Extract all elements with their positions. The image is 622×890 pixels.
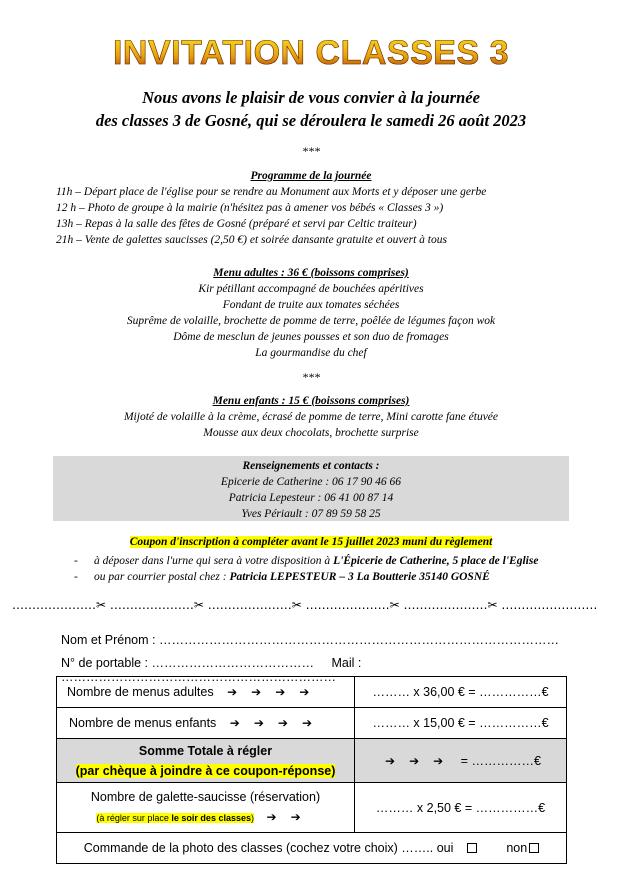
adultes-label: Nombre de menus adultes <box>67 685 214 699</box>
arrow-right-icon: ➔ <box>301 716 313 730</box>
total-label-cell <box>57 739 355 783</box>
programme-item: 11h – Départ place de l'église pour se rendre au Monument aux Morts et y déposer une gerbe <box>56 186 487 198</box>
menu-adultes-item: Suprême de volaille, brochette de pomme de terre, poêlée de légumes façon wok <box>126 315 496 327</box>
menu-adultes-item: La gourmandise du chef <box>255 347 367 359</box>
programme-heading <box>0 168 622 184</box>
galette-sub-post: ) <box>250 813 254 823</box>
programme-item: 12 h – Photo de groupe à la mairie (n'hésitez pas à amener vos bébés « Classes 3 ») <box>56 202 444 214</box>
coupon-instructions <box>74 553 594 585</box>
coupon-line-2-text: ou par courrier postal chez : <box>94 571 230 583</box>
table-row <box>57 677 567 708</box>
galette-label: Nombre de galette-saucisse (réservation) <box>90 790 321 804</box>
contacts-box <box>53 456 569 521</box>
coupon-line-2 <box>74 569 594 585</box>
programme-list <box>56 184 596 248</box>
photo-label: Commande de la photo des classes (cochez votre choix) …….. oui <box>83 841 454 855</box>
coupon-line-1-bold: L'Épicerie de Catherine, 5 place de l'Eglise <box>333 555 539 567</box>
photo-non-label: non <box>506 841 528 855</box>
galette-sub-bold: le soir des classes <box>171 813 251 823</box>
total-label: Somme Totale à régler <box>138 743 273 758</box>
enfants-calc[interactable]: ……… x 15,00 € = ……………€ <box>355 708 567 739</box>
coupon-line-2-bold: Patricia LEPESTEUR – 3 La Boutterie 35140 GOSNÉ <box>229 571 490 583</box>
oui-checkbox[interactable] <box>467 843 477 853</box>
arrow-right-icon: ➔ <box>277 716 288 730</box>
enfants-label-cell <box>57 708 355 739</box>
menu-enfants <box>0 393 622 441</box>
arrow-right-icon: ➔ <box>266 810 277 824</box>
menu-adultes-item: Kir pétillant accompagné de bouchées apéritives <box>198 283 424 295</box>
total-sub: (par chèque à joindre à ce coupon-réponse) <box>75 763 336 778</box>
contact-item: Yves Périault : 07 89 59 58 25 <box>241 508 381 520</box>
arrow-right-icon: ➔ <box>433 753 444 768</box>
order-table <box>56 676 567 864</box>
arrows <box>230 716 326 730</box>
page-title: INVITATION CLASSES 3 <box>0 34 622 73</box>
arrow-right-icon: ➔ <box>385 753 396 768</box>
galette-sub <box>96 813 254 823</box>
programme-heading-text: Programme de la journée <box>250 170 372 182</box>
separator: *** <box>302 144 320 158</box>
name-field[interactable]: Nom et Prénom : …………………………………………………………………………………… <box>61 633 559 647</box>
total-calc-cell <box>355 739 567 783</box>
arrow-right-icon: ➔ <box>409 753 420 768</box>
arrow-right-icon: ➔ <box>253 716 264 730</box>
table-row <box>57 708 567 739</box>
menu-adultes-item: Dôme de mesclun de jeunes pousses et son duo de fromages <box>173 331 449 343</box>
arrow-right-icon: ➔ <box>229 716 240 730</box>
programme-item: 21h – Vente de galettes saucisses (2,50 €) et soirée dansante gratuite et ouvert à tous <box>56 234 447 246</box>
menu-adultes-heading: Menu adultes : 36 € (boissons comprises) <box>213 267 409 279</box>
arrow-right-icon: ➔ <box>251 685 262 699</box>
separator: *** <box>302 370 320 384</box>
menu-enfants-item: Mousse aux deux chocolats, brochette surprise <box>203 427 419 439</box>
menu-enfants-item: Mijoté de volaille à la crème, écrasé de pomme de terre, Mini carotte fane étuvée <box>123 411 499 423</box>
arrows <box>267 807 315 827</box>
table-row <box>57 833 567 864</box>
mail-field[interactable]: Mail : ………………………………………………………… <box>61 656 362 684</box>
table-row <box>57 739 567 783</box>
arrow-right-icon: ➔ <box>227 685 238 699</box>
contact-item: Epicerie de Catherine : 06 17 90 46 66 <box>220 476 402 488</box>
non-checkbox[interactable] <box>529 843 539 853</box>
total-calc[interactable]: = ……………€ <box>460 753 541 768</box>
menu-adultes <box>0 265 622 361</box>
coupon-heading-text: Coupon d'inscription à compléter avant le 15 juillet 2023 muni du règlement <box>129 536 493 548</box>
phone-field[interactable]: N° de portable : ………………………………… <box>61 656 314 670</box>
table-row <box>57 783 567 833</box>
arrow-right-icon: ➔ <box>299 685 310 699</box>
intro-line-2: des classes 3 de Gosné, qui se déroulera le samedi 26 août 2023 <box>95 111 527 130</box>
coupon-line-1-text: à déposer dans l'urne qui sera à votre disposition à <box>94 555 334 567</box>
arrows <box>227 685 323 699</box>
adultes-calc[interactable]: ……… x 36,00 € = ……………€ <box>355 677 567 708</box>
enfants-label: Nombre de menus enfants <box>69 716 217 730</box>
arrow-right-icon: ➔ <box>275 685 286 699</box>
menu-enfants-heading: Menu enfants : 15 € (boissons comprises) <box>212 395 410 407</box>
coupon-heading <box>0 534 622 550</box>
contacts-heading: Renseignements et contacts : <box>242 460 380 472</box>
photo-row <box>57 833 567 864</box>
galette-label-cell <box>57 783 355 833</box>
menu-adultes-item: Fondant de truite aux tomates séchées <box>222 299 400 311</box>
galette-calc[interactable]: ……… x 2,50 € = ……………€ <box>355 783 567 833</box>
programme-item: 13h – Repas à la salle des fêtes de Gosné (préparé et servi par Celtic traiteur) <box>56 218 417 230</box>
contact-item: Patricia Lepesteur : 06 41 00 87 14 <box>228 492 394 504</box>
galette-sub-pre: (à régler sur place <box>96 813 172 823</box>
scissors-cut-line: …………………✂ …………………✂ …………………✂ …………………✂ …………………✂ …………………… <box>12 598 598 612</box>
arrow-right-icon: ➔ <box>290 810 301 824</box>
arrows <box>385 754 457 768</box>
coupon-line-1 <box>74 553 594 569</box>
intro-text <box>0 86 622 132</box>
adultes-label-cell <box>57 677 355 708</box>
intro-line-1: Nous avons le plaisir de vous convier à la journée <box>142 88 480 107</box>
